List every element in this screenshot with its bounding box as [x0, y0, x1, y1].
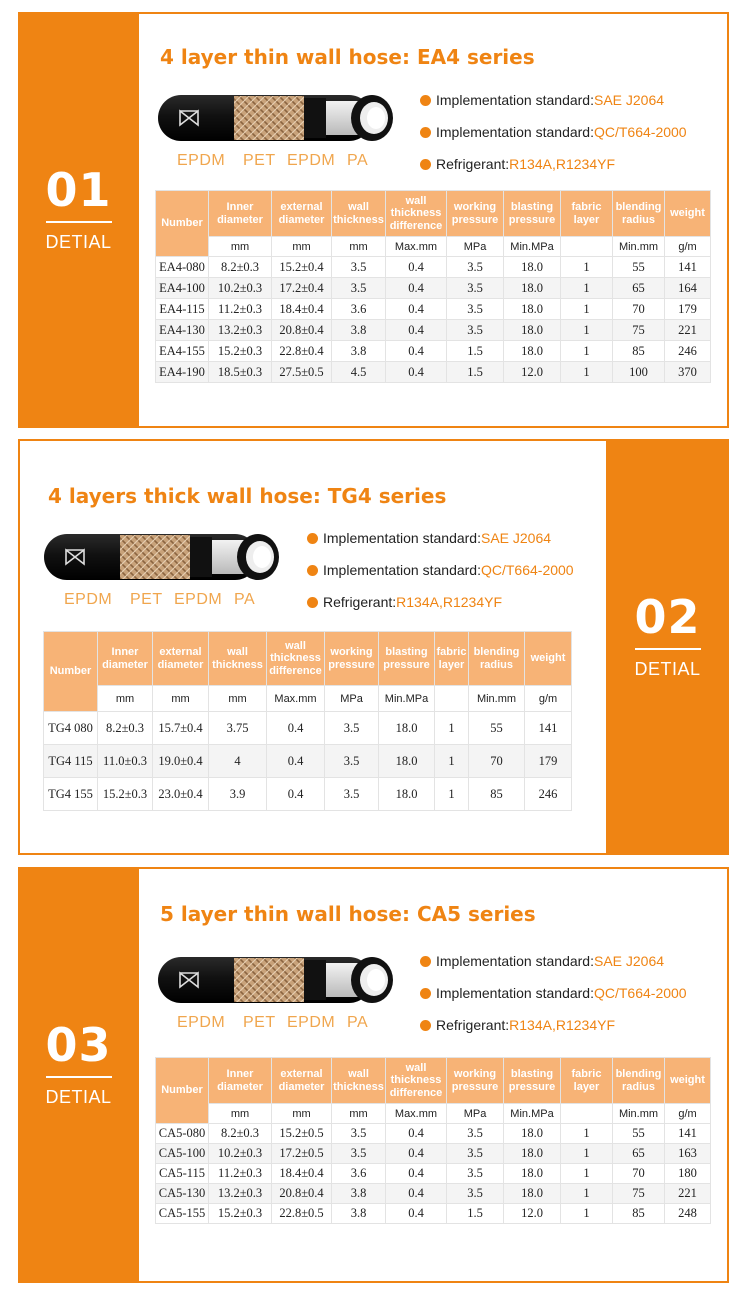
- table-cell: TG4 155: [44, 778, 98, 811]
- table-cell: 12.0: [504, 1204, 561, 1224]
- table-cell: 0.4: [386, 1184, 447, 1204]
- section-number: 01: [45, 163, 112, 217]
- table-cell: 370: [665, 362, 711, 383]
- table-cell: CA5-130: [156, 1184, 209, 1204]
- table-cell: 1: [561, 1184, 613, 1204]
- table-cell: 65: [613, 1144, 665, 1164]
- unit-cell: MPa: [447, 237, 504, 257]
- table-cell: 1: [561, 1204, 613, 1224]
- table-cell: 3.9: [209, 778, 267, 811]
- unit-cell: MPa: [447, 1104, 504, 1124]
- table-cell: 8.2±0.3: [98, 712, 153, 745]
- table-cell: 1: [561, 278, 613, 299]
- spec-table: [155, 190, 711, 383]
- table-cell: 0.4: [386, 320, 447, 341]
- table-cell: 15.2±0.5: [272, 1124, 332, 1144]
- table-cell: 13.2±0.3: [209, 1184, 272, 1204]
- table-cell: EA4-190: [156, 362, 209, 383]
- layer-label: PA: [347, 1014, 369, 1031]
- table-cell: CA5-115: [156, 1164, 209, 1184]
- table-cell: 3.8: [332, 320, 386, 341]
- unit-cell: Max.mm: [386, 1104, 447, 1124]
- table-cell: 18.0: [504, 257, 561, 278]
- layer-label: PET: [130, 591, 163, 608]
- table-cell: EA4-155: [156, 341, 209, 362]
- layer-label: PET: [243, 152, 276, 169]
- table-cell: 13.2±0.3: [209, 320, 272, 341]
- table-header-row: [156, 1058, 711, 1104]
- bullet-icon: [307, 565, 318, 576]
- table-cell: 1: [561, 1144, 613, 1164]
- spec-label: Refrigerant:: [323, 594, 397, 610]
- section-title: 4 layer thin wall hose: EA4 series: [160, 45, 535, 69]
- table-cell: 3.5: [332, 1124, 386, 1144]
- spec-item: [420, 116, 687, 148]
- bullet-icon: [307, 597, 318, 608]
- spec-value: SAE J2064: [593, 953, 665, 969]
- table-cell: 1: [435, 745, 469, 778]
- column-header: blasting pressure: [504, 1058, 561, 1104]
- table-cell: 18.4±0.4: [272, 1164, 332, 1184]
- table-cell: 1.5: [447, 362, 504, 383]
- table-cell: 55: [613, 1124, 665, 1144]
- table-row: [156, 1144, 711, 1164]
- spec-label: Implementation standard:: [323, 530, 481, 546]
- table-cell: 17.2±0.5: [272, 1144, 332, 1164]
- table-cell: 1: [561, 341, 613, 362]
- hose-layer-labels: [177, 152, 417, 172]
- table-cell: 55: [613, 257, 665, 278]
- table-row: [44, 745, 572, 778]
- table-cell: 1: [561, 1124, 613, 1144]
- table-cell: 18.5±0.3: [209, 362, 272, 383]
- layer-label: PA: [347, 152, 369, 169]
- table-cell: 17.2±0.4: [272, 278, 332, 299]
- bullet-icon: [420, 988, 431, 999]
- table-cell: 3.5: [447, 278, 504, 299]
- table-cell: 15.2±0.3: [209, 1204, 272, 1224]
- table-cell: 1: [561, 1164, 613, 1184]
- column-header: weight: [665, 1058, 711, 1104]
- section-divider: [46, 1076, 112, 1078]
- table-cell: 1.5: [447, 341, 504, 362]
- bullet-icon: [420, 95, 431, 106]
- table-cell: 22.8±0.4: [272, 341, 332, 362]
- bullet-icon: [420, 956, 431, 967]
- section-number: 03: [45, 1018, 112, 1072]
- table-cell: TG4 115: [44, 745, 98, 778]
- unit-cell: mm: [209, 1104, 272, 1124]
- spec-label: Implementation standard:: [436, 124, 594, 140]
- column-header: wall thickness: [332, 191, 386, 237]
- unit-cell: Min.mm: [613, 237, 665, 257]
- table-cell: 0.4: [386, 1204, 447, 1224]
- unit-cell: [435, 686, 469, 712]
- table-cell: 18.0: [379, 778, 435, 811]
- table-cell: 18.0: [504, 1164, 561, 1184]
- section-badge-02: [606, 439, 729, 855]
- table-cell: 0.4: [386, 1164, 447, 1184]
- table-cell: 0.4: [386, 299, 447, 320]
- table-cell: 18.0: [504, 320, 561, 341]
- table-cell: 1: [561, 320, 613, 341]
- table-cell: 0.4: [267, 745, 325, 778]
- unit-cell: Min.MPa: [379, 686, 435, 712]
- unit-cell: mm: [332, 237, 386, 257]
- column-header: fabric layer: [561, 191, 613, 237]
- column-header: blending radius: [613, 191, 665, 237]
- table-cell: 3.8: [332, 1184, 386, 1204]
- table-cell: 10.2±0.3: [209, 1144, 272, 1164]
- table-cell: 3.5: [325, 745, 379, 778]
- bullet-icon: [420, 159, 431, 170]
- table-cell: 4.5: [332, 362, 386, 383]
- table-cell: 10.2±0.3: [209, 278, 272, 299]
- section-badge-01: [18, 12, 139, 428]
- table-cell: 0.4: [386, 1124, 447, 1144]
- spec-item: [420, 977, 687, 1009]
- table-cell: 85: [613, 341, 665, 362]
- spec-label: Implementation standard:: [436, 953, 594, 969]
- table-cell: 23.0±0.4: [153, 778, 209, 811]
- table-cell: 3.5: [447, 1164, 504, 1184]
- table-cell: TG4 080: [44, 712, 98, 745]
- column-header: working pressure: [325, 632, 379, 686]
- table-row: [156, 1184, 711, 1204]
- unit-cell: mm: [332, 1104, 386, 1124]
- bullet-icon: [420, 1020, 431, 1031]
- table-cell: 1: [435, 712, 469, 745]
- table-cell: 18.0: [504, 1124, 561, 1144]
- column-header: weight: [665, 191, 711, 237]
- table-cell: 221: [665, 1184, 711, 1204]
- spec-list: [420, 945, 687, 1041]
- hose-illustration: [42, 532, 292, 582]
- spec-list: [420, 84, 687, 180]
- unit-cell: Min.MPa: [504, 237, 561, 257]
- section-title: 4 layers thick wall hose: TG4 series: [48, 484, 447, 508]
- units-row: [156, 237, 711, 257]
- bullet-icon: [307, 533, 318, 544]
- table-cell: 3.5: [447, 257, 504, 278]
- table-cell: 0.4: [386, 278, 447, 299]
- table-row: [156, 320, 711, 341]
- table-cell: 12.0: [504, 362, 561, 383]
- table-cell: CA5-100: [156, 1144, 209, 1164]
- table-cell: 141: [665, 1124, 711, 1144]
- table-cell: 4: [209, 745, 267, 778]
- unit-cell: mm: [209, 237, 272, 257]
- spec-value: QC/T664-2000: [593, 985, 687, 1001]
- table-cell: 0.4: [386, 257, 447, 278]
- table-cell: CA5-080: [156, 1124, 209, 1144]
- table-cell: 15.2±0.4: [272, 257, 332, 278]
- table-cell: 75: [613, 320, 665, 341]
- table-row: [156, 1164, 711, 1184]
- table-row: [156, 278, 711, 299]
- table-cell: 19.0±0.4: [153, 745, 209, 778]
- table-cell: 0.4: [386, 362, 447, 383]
- table-cell: 15.2±0.3: [209, 341, 272, 362]
- column-header: blasting pressure: [504, 191, 561, 237]
- table-cell: 8.2±0.3: [209, 257, 272, 278]
- unit-cell: g/m: [525, 686, 572, 712]
- units-row: [156, 1104, 711, 1124]
- unit-cell: mm: [98, 686, 153, 712]
- column-header: fabric layer: [561, 1058, 613, 1104]
- table-cell: 18.4±0.4: [272, 299, 332, 320]
- spec-label: Refrigerant:: [436, 1017, 510, 1033]
- table-cell: 3.5: [447, 1124, 504, 1144]
- unit-cell: mm: [153, 686, 209, 712]
- table-cell: 1: [561, 362, 613, 383]
- table-cell: 8.2±0.3: [209, 1124, 272, 1144]
- table-row: [156, 257, 711, 278]
- table-cell: 3.6: [332, 299, 386, 320]
- column-header: Inner diameter: [98, 632, 153, 686]
- section-badge-03: [18, 867, 139, 1283]
- spec-value: SAE J2064: [480, 530, 552, 546]
- table-cell: 70: [613, 1164, 665, 1184]
- spec-label: Implementation standard:: [436, 92, 594, 108]
- table-cell: 179: [665, 299, 711, 320]
- unit-cell: g/m: [665, 1104, 711, 1124]
- table-cell: 85: [613, 1204, 665, 1224]
- bullet-icon: [420, 127, 431, 138]
- column-header: wall thickness: [332, 1058, 386, 1104]
- table-cell: 0.4: [267, 712, 325, 745]
- table-cell: 248: [665, 1204, 711, 1224]
- table-row: [44, 778, 572, 811]
- table-cell: 75: [613, 1184, 665, 1204]
- table-cell: 164: [665, 278, 711, 299]
- table-cell: 246: [525, 778, 572, 811]
- spec-item: [420, 148, 687, 180]
- layer-label: EPDM: [177, 152, 226, 169]
- section-tag: DETIAL: [634, 659, 701, 679]
- spec-label: Implementation standard:: [436, 985, 594, 1001]
- layer-label: EPDM: [64, 591, 113, 608]
- table-cell: 18.0: [504, 278, 561, 299]
- spec-label: Implementation standard:: [323, 562, 481, 578]
- section-number: 02: [634, 590, 701, 644]
- table-cell: 3.5: [325, 712, 379, 745]
- table-cell: 3.8: [332, 341, 386, 362]
- column-header: weight: [525, 632, 572, 686]
- table-cell: 20.8±0.4: [272, 320, 332, 341]
- table-cell: EA4-130: [156, 320, 209, 341]
- unit-cell: Max.mm: [267, 686, 325, 712]
- spec-value: R134A,R1234YF: [509, 156, 615, 172]
- spec-item: [420, 1009, 687, 1041]
- units-row: [44, 686, 572, 712]
- table-cell: 18.0: [379, 745, 435, 778]
- table-cell: 11.2±0.3: [209, 299, 272, 320]
- table-cell: 179: [525, 745, 572, 778]
- hose-illustration: [156, 93, 406, 143]
- table-cell: 18.0: [379, 712, 435, 745]
- table-header-row: [44, 632, 572, 686]
- unit-cell: [561, 1104, 613, 1124]
- table-cell: EA4-115: [156, 299, 209, 320]
- spec-value: QC/T664-2000: [593, 124, 687, 140]
- unit-cell: Min.mm: [613, 1104, 665, 1124]
- spec-value: QC/T664-2000: [480, 562, 574, 578]
- unit-cell: g/m: [665, 237, 711, 257]
- unit-cell: [561, 237, 613, 257]
- section-divider: [635, 648, 701, 650]
- table-cell: 11.2±0.3: [209, 1164, 272, 1184]
- column-header: working pressure: [447, 191, 504, 237]
- column-header: wall thickness: [209, 632, 267, 686]
- spec-list: [307, 522, 574, 618]
- section-divider: [46, 221, 112, 223]
- table-cell: 0.4: [386, 341, 447, 362]
- column-header: fabric layer: [435, 632, 469, 686]
- table-cell: 18.0: [504, 341, 561, 362]
- table-row: [156, 299, 711, 320]
- table-cell: 3.75: [209, 712, 267, 745]
- table-cell: 141: [665, 257, 711, 278]
- table-cell: CA5-155: [156, 1204, 209, 1224]
- table-cell: 1.5: [447, 1204, 504, 1224]
- unit-cell: MPa: [325, 686, 379, 712]
- layer-label: EPDM: [177, 1014, 226, 1031]
- table-cell: 70: [469, 745, 525, 778]
- spec-table: [155, 1057, 711, 1224]
- table-cell: 180: [665, 1164, 711, 1184]
- table-cell: 3.5: [332, 257, 386, 278]
- spec-item: [307, 554, 574, 586]
- spec-value: R134A,R1234YF: [396, 594, 502, 610]
- unit-cell: mm: [209, 686, 267, 712]
- table-cell: 11.0±0.3: [98, 745, 153, 778]
- table-cell: 246: [665, 341, 711, 362]
- table-cell: 1: [561, 257, 613, 278]
- table-cell: 0.4: [267, 778, 325, 811]
- column-header: external diameter: [272, 1058, 332, 1104]
- spec-value: SAE J2064: [593, 92, 665, 108]
- column-header: wall thickness difference: [386, 1058, 447, 1104]
- layer-label: EPDM: [174, 591, 223, 608]
- column-header: wall thickness difference: [386, 191, 447, 237]
- layer-label: EPDM: [287, 1014, 336, 1031]
- table-cell: 55: [469, 712, 525, 745]
- table-cell: 3.5: [447, 1184, 504, 1204]
- column-header: external diameter: [153, 632, 209, 686]
- column-header: wall thickness difference: [267, 632, 325, 686]
- column-header: external diameter: [272, 191, 332, 237]
- spec-item: [420, 945, 687, 977]
- table-cell: 3.5: [325, 778, 379, 811]
- table-cell: 3.8: [332, 1204, 386, 1224]
- column-header: Number: [156, 1058, 209, 1124]
- spec-item: [307, 586, 574, 618]
- layer-label: PA: [234, 591, 256, 608]
- spec-value: R134A,R1234YF: [509, 1017, 615, 1033]
- table-row: [44, 712, 572, 745]
- table-cell: 0.4: [386, 1144, 447, 1164]
- section-tag: DETIAL: [45, 232, 112, 252]
- hose-layer-labels: [177, 1014, 417, 1034]
- table-cell: 3.6: [332, 1164, 386, 1184]
- table-cell: 3.5: [332, 278, 386, 299]
- spec-item: [307, 522, 574, 554]
- column-header: Number: [156, 191, 209, 257]
- table-cell: 1: [561, 299, 613, 320]
- column-header: blending radius: [613, 1058, 665, 1104]
- unit-cell: Min.mm: [469, 686, 525, 712]
- table-row: [156, 1124, 711, 1144]
- table-cell: 3.5: [447, 299, 504, 320]
- table-cell: 163: [665, 1144, 711, 1164]
- layer-label: PET: [243, 1014, 276, 1031]
- column-header: Inner diameter: [209, 1058, 272, 1104]
- unit-cell: Min.MPa: [504, 1104, 561, 1124]
- table-cell: 1: [435, 778, 469, 811]
- layer-label: EPDM: [287, 152, 336, 169]
- table-cell: 221: [665, 320, 711, 341]
- column-header: blasting pressure: [379, 632, 435, 686]
- table-row: [156, 1204, 711, 1224]
- table-cell: 85: [469, 778, 525, 811]
- section-title: 5 layer thin wall hose: CA5 series: [160, 902, 536, 926]
- table-row: [156, 341, 711, 362]
- table-cell: 141: [525, 712, 572, 745]
- table-cell: 100: [613, 362, 665, 383]
- unit-cell: mm: [272, 1104, 332, 1124]
- column-header: working pressure: [447, 1058, 504, 1104]
- spec-label: Refrigerant:: [436, 156, 510, 172]
- table-cell: 18.0: [504, 299, 561, 320]
- table-cell: 18.0: [504, 1184, 561, 1204]
- table-cell: 20.8±0.4: [272, 1184, 332, 1204]
- table-cell: 3.5: [447, 320, 504, 341]
- column-header: blending radius: [469, 632, 525, 686]
- table-cell: 22.8±0.5: [272, 1204, 332, 1224]
- hose-layer-labels: [64, 591, 304, 611]
- table-cell: 70: [613, 299, 665, 320]
- table-cell: 18.0: [504, 1144, 561, 1164]
- unit-cell: Max.mm: [386, 237, 447, 257]
- table-cell: 65: [613, 278, 665, 299]
- hose-illustration: [156, 955, 406, 1005]
- table-cell: 27.5±0.5: [272, 362, 332, 383]
- spec-table: [43, 631, 572, 811]
- column-header: Number: [44, 632, 98, 712]
- section-tag: DETIAL: [45, 1087, 112, 1107]
- spec-item: [420, 84, 687, 116]
- table-cell: 3.5: [332, 1144, 386, 1164]
- table-cell: EA4-100: [156, 278, 209, 299]
- table-cell: 15.2±0.3: [98, 778, 153, 811]
- column-header: Inner diameter: [209, 191, 272, 237]
- table-cell: EA4-080: [156, 257, 209, 278]
- table-header-row: [156, 191, 711, 237]
- unit-cell: mm: [272, 237, 332, 257]
- table-row: [156, 362, 711, 383]
- table-cell: 3.5: [447, 1144, 504, 1164]
- table-cell: 15.7±0.4: [153, 712, 209, 745]
